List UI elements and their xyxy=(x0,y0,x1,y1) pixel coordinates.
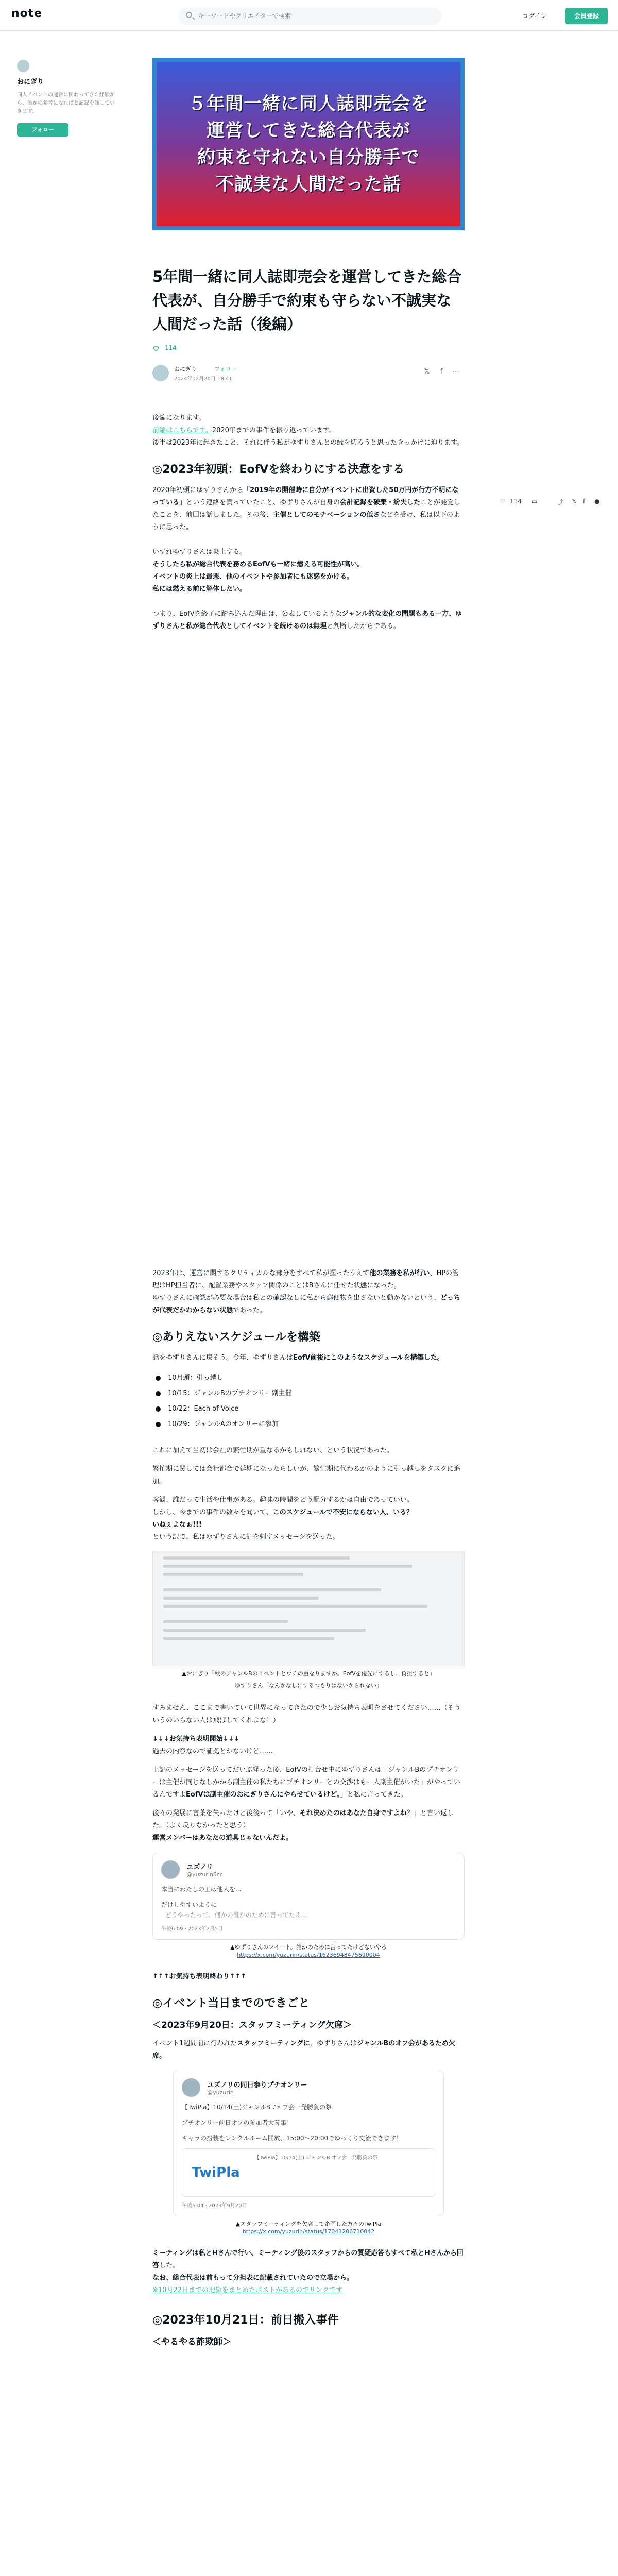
author-profile xyxy=(17,60,115,137)
section-heading: ◎2023年10月21日：前日搬入事件 xyxy=(152,2314,339,2327)
tweet-avatar xyxy=(182,2078,200,2097)
section-heading: ◎ありえないスケジュールを構築 xyxy=(152,1331,320,1344)
side-heart-icon[interactable]: ♡ xyxy=(500,498,505,505)
article-body-1 xyxy=(152,412,465,633)
more-options-icon[interactable]: ⋯ xyxy=(452,368,459,376)
author-name[interactable]: おにぎり xyxy=(174,366,197,372)
paragraph: 私には燃える前に解体したい。 xyxy=(152,585,247,593)
side-facebook-icon[interactable]: f xyxy=(583,498,586,505)
paragraph: 後編になります。 xyxy=(152,414,205,422)
paragraph: 運営メンバーはあなたの道具じゃないんだよ。 xyxy=(152,1834,293,1842)
search-box[interactable] xyxy=(179,7,441,25)
paragraph: 後々の発展に言葉を失ったけど後後って「いや、それ決めたのはあなた自身ですよね？」と言い返した。（よく反りなかったと思う） xyxy=(152,1809,454,1829)
author-follow-link[interactable]: フォロー xyxy=(214,366,237,372)
tweet-url[interactable]: https://x.com/yuzurin/status/16236948475690004 xyxy=(237,1952,380,1958)
schedule-list xyxy=(152,1370,465,1432)
tweet-author: ユズノリの同日参りプチオンリー xyxy=(207,2081,307,2089)
article-body-2 xyxy=(152,1267,465,2349)
paragraph: 2020年初頭にゆずりさんから「2019年の開催時に自分がイベントに出資した50万円が行方不明になっている」という連絡を貰っていたこと、ゆずりさんが自身の会計記録を破棄・紛失したことが発覚したことを、前回は話しました。その後、主催としてのモチベーションの低さなどを受け、私は以下のように思った。 xyxy=(152,486,461,531)
list-item: 10月頭：引っ越し xyxy=(152,1370,465,1386)
x-share-icon[interactable]: 𝕏 xyxy=(424,368,430,376)
like-count: 114 xyxy=(164,344,177,351)
paragraph: 上記のメッセージを送ってだいぶ経った後、EofVの打合せ中にゆずりさんは「ジャンルBのプチオンリーは主催が同じなしかから副主催の私たちにプチオンリーとの交渉はもー人副主催がいた」がやっているんですよEofVは副主催のおにぎりさんにやらせているけど。」と私に言ってきた。 xyxy=(152,1766,460,1799)
hero-line: ５年間一緒に同人誌即売会を xyxy=(187,93,429,114)
tweet-text: 【TwiPla】10/14(土)ジャンルB ♪オフ会一発勝負の祭 xyxy=(182,2104,332,2111)
tweet-url[interactable]: https://x.com/yuzurin/status/17041206710042 xyxy=(242,2228,375,2235)
link-card-title: 【TwiPla】10/14(土) ジャンルB オフ会一発勝負の祭 xyxy=(254,2155,378,2161)
tweet-text: プチオンリー前日オフの参加者大募集！ xyxy=(182,2119,293,2126)
tweet-quote: どうやったって、何かの誰かのために言ってたえ... xyxy=(165,1911,307,1919)
tweet-handle: @yuzurin xyxy=(207,2089,234,2096)
tweet-author: ユズノリ xyxy=(186,1863,213,1871)
image-caption: ゆずりさん「なんかなしにするつもりはないかられない」 xyxy=(235,1682,382,1689)
side-share-icon[interactable]: ⤴ xyxy=(557,499,564,506)
tweet-date: 午後6:09 · 2023年2月5日 xyxy=(161,1926,224,1932)
paragraph: いねぇよなぁ!!! xyxy=(152,1521,202,1529)
hero-line: 不誠実な人間だった話 xyxy=(215,174,401,195)
search-input[interactable] xyxy=(198,7,425,25)
paragraph: イベントの炎上は最悪、他のイベントや参加者にも迷惑をかける。 xyxy=(152,573,354,581)
twipla-logo: TwiPla xyxy=(182,2149,249,2196)
tweet-handle: @yuzurin8cc xyxy=(186,1871,223,1878)
paragraph: そうしたら私が総合代表を務めるEofVも一緒に燃える可能性が高い。 xyxy=(152,561,364,568)
image-caption: ▲ゆずりさんのツイート。誰かのために言ってたけどないやろ xyxy=(230,1944,387,1951)
image-caption: ▲スタッフミーティングを欠席して企画した方々のTwiPla xyxy=(235,2221,382,2227)
facebook-share-icon[interactable]: f xyxy=(440,368,443,376)
follow-button[interactable]: フォロー xyxy=(17,123,68,137)
avatar[interactable] xyxy=(17,60,29,72)
link-card[interactable] xyxy=(182,2148,435,2197)
embedded-tweet[interactable] xyxy=(173,2071,444,2216)
heart-icon xyxy=(152,345,160,352)
search-icon xyxy=(186,12,192,18)
list-item: 10/29：ジャンルAのオンリーに参加 xyxy=(152,1417,465,1432)
profile-bio: 同人イベントの運営に関わってきた経験から、誰かの参考になればと記録を残していきます。 xyxy=(17,92,115,114)
paragraph: 繁忙期に関しては会社都合で延期になったらしいが、繁忙期に代わるかのように引っ越しをタスクに追加。 xyxy=(152,1465,461,1485)
paragraph: 前編はこちらです。2020年までの事件を振り返っています。 xyxy=(152,427,336,434)
author-row xyxy=(152,364,465,382)
paragraph: 話をゆずりさんに戻そう。今年、ゆずりさんはEofV前後にこのようなスケジュールを構築した。 xyxy=(152,1354,444,1362)
article-title: 5年間一緒に同人誌即売会を運営してきた総合代表が、自分勝手で約束も守らない不誠実な人間だった話（後編） xyxy=(152,268,462,333)
paragraph: しかし、今までの事件の数々を聞いて、このスケジュールで不安にならない人、いる？ xyxy=(152,1509,413,1516)
paragraph: ↓↓↓お気持ち表明開始↓↓↓ xyxy=(152,1735,240,1743)
login-button[interactable]: ログイン xyxy=(522,12,547,20)
hero-image xyxy=(152,58,465,230)
side-x-icon[interactable]: 𝕏 xyxy=(572,498,577,505)
paragraph: いずれゆずりさんは炎上する。 xyxy=(152,548,247,556)
publish-date: 2024年12月20日 18:41 xyxy=(174,376,232,382)
paragraph: なお、総合代表は前もって分担表に記載されていたので立場から。 xyxy=(152,2274,354,2282)
paragraph: という訳で、私はゆずりさんに釘を刺すメッセージを送った。 xyxy=(152,1533,339,1541)
paragraph: これに加えて当初は会社の繁忙期が重なるかもしれない、という状況であった。 xyxy=(152,1447,393,1454)
paragraph: ↑↑↑お気持ち表明終わり↑↑↑ xyxy=(152,1973,247,1980)
signup-button[interactable]: 会員登録 xyxy=(565,8,608,24)
chat-screenshot xyxy=(152,1551,465,1666)
profile-name[interactable]: おにぎり xyxy=(17,78,44,86)
paragraph: 後半は2023年に起きたこと、それに伴う私がゆずりさんとの縁を切ろうと思ったきっかけに迫ります。 xyxy=(152,439,464,447)
tweet-date: 午後6:04 · 2023年9月20日 xyxy=(182,2203,247,2209)
subsection-heading: ＜2023年9月20日：スタッフミーティング欠席＞ xyxy=(152,2020,352,2030)
tweet-avatar xyxy=(161,1860,180,1879)
section-heading: ◎2023年初頭：EofVを終わりにする決意をする xyxy=(152,463,405,476)
paragraph: 客観、誰だって生活や仕事がある。趣味の時間をどう配分するかは自由であっていい。 xyxy=(152,1496,414,1504)
paragraph xyxy=(152,2284,465,2297)
author-avatar[interactable] xyxy=(152,365,169,381)
thread-link[interactable]: ※10月22日までの地獄をまとめたポストがあるのでリンクです xyxy=(152,2286,342,2294)
paragraph: 2023年は、運営に関するクリティカルな部分をすべて私が握ったうえで他の業務を私が行い、HPの管理はHP担当者に、配置業務やスタッフ関係のことはBさんに任せた状態になった。 xyxy=(152,1269,459,1290)
like-count-row[interactable] xyxy=(152,344,465,352)
paragraph: すみません、ここまで書いていて世界になってきたので少しお気持ち表明をさせてください……（そういうのいらない人は飛ばしてくれよな！） xyxy=(152,1704,461,1724)
side-comment-icon[interactable]: ▭ xyxy=(531,498,538,505)
list-item: 10/15：ジャンルBのプチオンリー副主催 xyxy=(152,1386,465,1401)
top-header xyxy=(0,0,618,31)
list-item: 10/22：Each of Voice xyxy=(152,1401,465,1417)
paragraph: イベント1週間前に行われたスタッフミーティングに、ゆずりさんはジャンルBのオフ会があるため欠席。 xyxy=(152,2040,455,2060)
image-caption: ▲おにぎり「秋のジャンルBのイベントとウチの重なりますか。EofVを優先にするし、負担すると」 xyxy=(182,1670,435,1677)
side-line-icon[interactable]: ● xyxy=(594,498,600,505)
paragraph: ミーティングは私とHさんで行い、ミーティング後のスタッフからの質疑応答もすべて私とHさんから回答した。 xyxy=(152,2249,464,2269)
side-like-count: 114 xyxy=(510,498,522,505)
hero-line: 約束を守れない自分勝手で xyxy=(197,147,420,168)
hero-line: 運営してきた総合代表が xyxy=(206,120,410,141)
section-heading: ◎イベント当日までのできごと xyxy=(152,1997,310,2010)
tweet-text: 本当にわたしの工は他人を... xyxy=(161,1886,242,1893)
previous-part-link[interactable]: 前編はこちらです。 xyxy=(152,427,212,434)
embedded-tweet[interactable] xyxy=(152,1853,465,1940)
paragraph: 過去の内容なので証拠とかないけど…… xyxy=(152,1748,273,1755)
note-logo[interactable]: note xyxy=(11,7,43,20)
tweet-text: キャラの扮装をレンタルルーム開放、15:00〜20:00でゆっくり交流できます！ xyxy=(182,2134,402,2142)
paragraph: ゆずりさんに確認が必要な場合は私との確認なしに私から郵便物を出さないと動かないという、どっちが代表だかわからない状態であった。 xyxy=(152,1294,460,1314)
paragraph: つまり、EofVを終了に踏み込んだ理由は、公表しているようなジャンル的な変化の問題もある一方、ゆずりさんと私が総合代表としてイベントを続けるのは無理と判断したからである。 xyxy=(152,610,462,630)
tweet-text: だけしやすいように xyxy=(161,1901,217,1908)
subsection-heading: ＜やるやる詐欺師＞ xyxy=(152,2337,231,2347)
